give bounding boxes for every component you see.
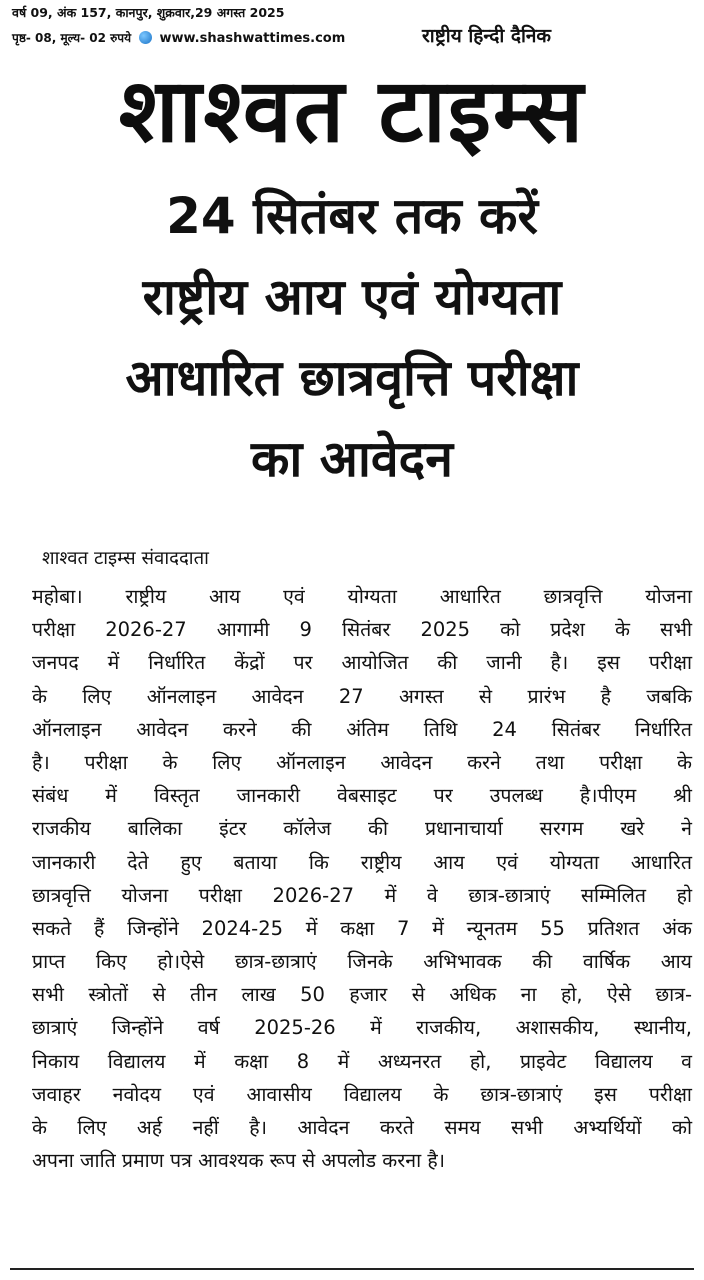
headline-line: आधारित छात्रवृत्ति परीक्षा — [125, 349, 579, 407]
body-line: सभी स्त्रोतों से तीन लाख 50 हजार से अधिक ना हो, ऐसे छात्र- — [32, 983, 692, 1007]
body-line: छात्राएं जिन्होंने वर्ष 2025-26 में राजकीय, अशासकीय, स्थानीय, — [32, 1016, 692, 1040]
website-link[interactable]: www.shashwattimes.com — [159, 31, 346, 46]
body-line: जानकारी देते हुए बताया कि राष्ट्रीय आय एवं योग्यता आधारित — [32, 850, 692, 874]
body-line: जवाहर नवोदय एवं आवासीय विद्यालय के छात्र-छात्राएं इस परीक्षा — [32, 1082, 692, 1106]
headline-line: 24 सितंबर तक करें — [166, 187, 538, 245]
body-line: प्राप्त किए हो।ऐसे छात्र-छात्राएं जिनके अभिभावक की वार्षिक आय — [32, 950, 692, 974]
body-line: के लिए अर्ह नहीं है। आवेदन करते समय सभी अभ्यर्थियों को — [32, 1116, 692, 1139]
globe-icon — [139, 31, 152, 44]
price-line — [12, 29, 345, 46]
bottom-rule-divider — [10, 1268, 694, 1270]
price-text: पृष्ठ- 08, मूल्य- 02 रुपये — [12, 31, 132, 45]
body-line: निकाय विद्यालय में कक्षा 8 में अध्यनरत हो, प्राइवेट विद्यालय व — [32, 1049, 692, 1073]
body-line: छात्रवृत्ति योजना परीक्षा 2026-27 में वे छात्र-छात्राएं सम्मिलित हो — [32, 883, 692, 907]
byline: शाश्वत टाइम्स संवाददाता — [42, 548, 209, 569]
article-body — [32, 580, 692, 1177]
edition-line: वर्ष 09, अंक 157, कानपुर, शुक्रवार,29 अगस्त 2025 — [12, 5, 285, 20]
headline-line: राष्ट्रीय आय एवं योग्यता — [142, 268, 562, 326]
body-line: सकते हैं जिन्होंने 2024-25 में कक्षा 7 में न्यूनतम 55 प्रतिशत अंक — [32, 916, 692, 940]
paper-name-logo: शाश्वत टाइम्स — [118, 59, 586, 162]
body-line: जनपद में निर्धारित केंद्रों पर आयोजित की जानी है। इस परीक्षा — [32, 651, 692, 675]
body-line: के लिए ऑनलाइन आवेदन 27 अगस्त से प्रारंभ है जबकि — [32, 684, 692, 708]
body-line: अपना जाति प्रमाण पत्र आवश्यक रूप से अपलोड करना है। — [32, 1149, 446, 1173]
headline-line: का आवेदन — [251, 430, 453, 488]
body-line: राजकीय बालिका इंटर कॉलेज की प्रधानाचार्या सरगम खरे ने — [32, 817, 692, 841]
body-line: परीक्षा 2026-27 आगामी 9 सितंबर 2025 को प्रदेश के सभी — [32, 618, 692, 642]
body-line: संबंध में विस्तृत जानकारी वेबसाइट पर उपलब्ध है।पीएम श्री — [32, 784, 692, 808]
body-line: ऑनलाइन आवेदन करने की अंतिम तिथि 24 सितंबर निर्धारित — [32, 717, 692, 741]
tagline: राष्ट्रीय हिन्दी दैनिक — [422, 25, 551, 47]
body-line: महोबा। राष्ट्रीय आय एवं योग्यता आधारित छात्रवृत्ति योजना — [32, 585, 692, 608]
body-line: है। परीक्षा के लिए ऑनलाइन आवेदन करने तथा परीक्षा के — [32, 750, 692, 774]
masthead-top — [12, 4, 692, 48]
article-headline — [0, 176, 704, 500]
